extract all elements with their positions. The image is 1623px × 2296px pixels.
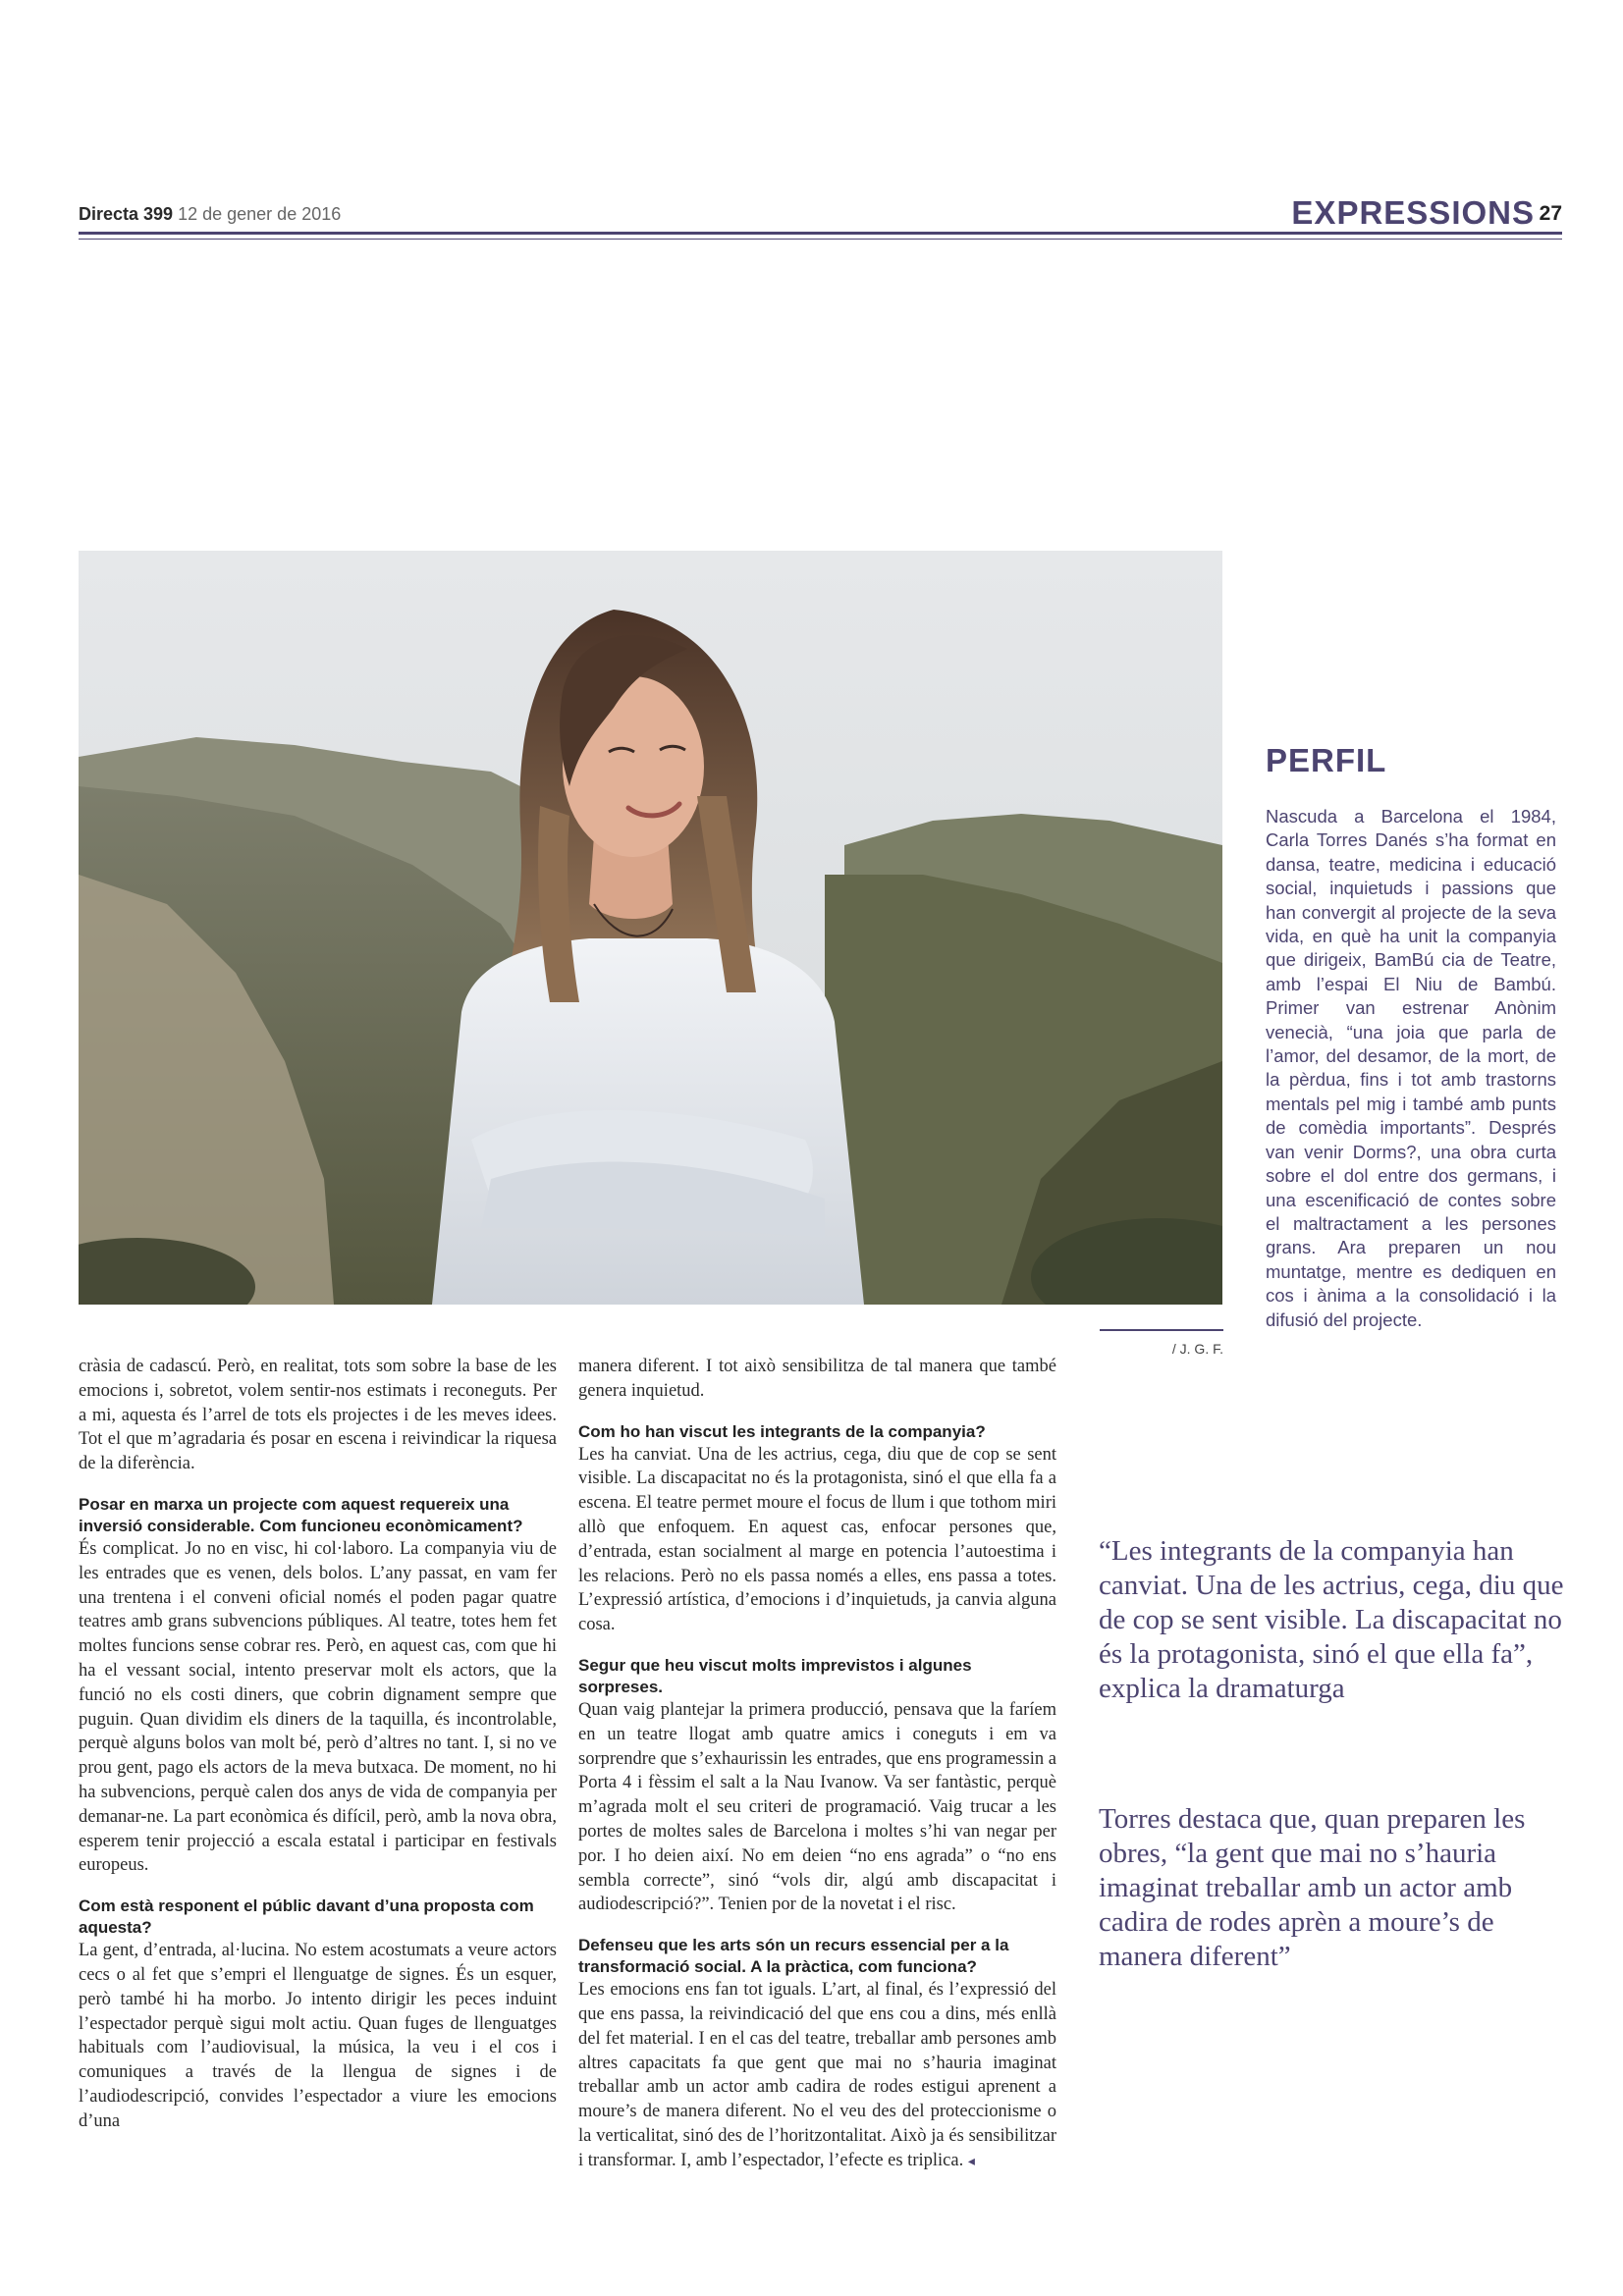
profile-title: PERFIL [1266, 742, 1387, 778]
page-header-left [79, 204, 341, 225]
article-column-2 [578, 1355, 1056, 2193]
answer-5-text: Les emocions ens fan tot iguals. L’art, al final, és l’expressió del que ens passa, la reivindicació del que ens cou a dins, més enllà del fet material. I en el cas del teatre, treballar amb persones amb altres capacitats fa que gent que mai no s’hauria imaginat treballar amb un actor amb cadira de rodes estigui aprenent a moure’s de manera diferent. No el veu des del proteccionisme o la verticalitat, sinó des de l’horitzontalitat. Això ja és sensibilitzar i transformar. I, amb l’espectador, l’efecte es triplica. [578, 1980, 1056, 2170]
end-mark-icon: ◂ [967, 2154, 975, 2169]
publication-name: Directa 399 [79, 204, 174, 224]
article-column-1 [79, 1355, 557, 2152]
column-1-intro: cràsia de cadascú. Però, en realitat, tots som sobre la base de les emocions i, sobretot, volem sentir-nos estimats i reconeguts. Per a mi, aquesta és l’arrel de tots els projectes i de les meves idees. Tot el que m’agradaria és posar en escena i reivindicar la riquesa de la diferència. [79, 1357, 557, 1474]
profile-text: Nascuda a Barcelona el 1984, Carla Torres Danés s’ha format en dansa, teatre, medicina i educació social, inquietuds i passions que han convergit al projecte de la seva vida, en què ha unit la companyia que dirigeix, BamBú cia de Teatre, amb l’espai El Niu de Bambú. Primer van estrenar Anònim venecià, “una joia que parla de l’amor, del desamor, de la mort, de la pèrdua, fins i tot amb trastorns mentals pel mig i també amb punts de comèdia importants”. Després van venir Dorms?, una obra curta sobre el dol entre dos germans, i una escenificació de contes sobre el maltractament a les persones grans. Ara preparen un nou muntatge, mentre es dediquen en cos i ànima a la consolidació i la difusió del projecte. [1266, 806, 1556, 1330]
column-2-intro: manera diferent. I tot això sensibilitza de tal manera que també genera inquietud. [578, 1357, 1056, 1401]
portrait-illustration [79, 551, 1222, 1305]
question-2: Com està responent el públic davant d’una proposta com aquesta? [79, 1896, 534, 1938]
section-title: EXPRESSIONS [1291, 194, 1535, 231]
answer-2: La gent, d’entrada, al·lucina. No estem acostumats a veure actors cecs o al fet que s’empri el llenguatge de signes. És un esquer, però també hi ha morbo. Jo intento dirigir les peces induint l’espectador perquè sigui molt actiu. Quan fuges de llenguatges habituals com l’audiovisual, la música, la veu i el cos i comuniques a través de la llengua de signes i de l’audiodescripció, convides l’espectador a viure les emocions d’una [79, 1941, 557, 2131]
portrait-photo [79, 551, 1222, 1305]
answer-3: Les ha canviat. Una de les actrius, cega, diu que de cop se sent visible. La discapacitat no és la protagonista, sinó el que ella fa a escena. El teatre permet moure el focus de llum i que tothom miri allò que enfoquem. En aquest cas, enfocar persones que, d’entrada, estan socialment al marge en potencia l’autoestima i les relacions. Però no els passa només a elles, ens passa a totes. L’expressió artística, d’emocions i d’inquietuds, ja canvia alguna cosa. [578, 1444, 1056, 1635]
answer-5 [578, 1978, 1056, 2174]
answer-1: És complicat. Jo no en visc, hi col·laboro. La companyia viu de les entrades que es venen, dels bolos. L’any passat, en vam fer una trentena i el conveni oficial només el poden pagar quatre teatres amb grans subvencions públiques. Al teatre, totes hem fet moltes funcions sense cobrar res. Però, en aquest cas, com que hi ha el vessant social, intento preservar molt els actors, que la funció no els costi diners, que cobrin dignament sempre que puguin. Quan dividim els diners de la taquilla, és incontrolable, perquè alguns bolos van molt bé, però d’altres no tant. I, si no ve prou gent, pago els actors de la meva butxaca. De moment, no hi ha subvencions, perquè calen dos anys de vida de companyia per demanar-ne. La part econòmica és difícil, però, amb la nova obra, esperem tenir projecció a escala estatal i participar en festivals europeus. [79, 1538, 557, 1876]
publication-date: 12 de gener de 2016 [178, 204, 342, 224]
question-4: Segur que heu viscut molts imprevistos i algunes sorpreses. [578, 1655, 972, 1696]
answer-4: Quan vaig plantejar la primera producció, pensava que la faríem en un teatre llogat amb quatre amics i coneguts i em va sorprendre que s’exhaurissin les entrades, que ens programessin a Porta 4 i fèssim el salt a la Nau Ivanow. Va ser fantàstic, perquè m’agrada molt el seu criteri de programació. Vaig trucar a les portes de moltes sales de Barcelona i moltes s’hi van negar per por. I ho deien així. No em deien “no ens agrada” o “no ens sembla correcte”, sinó “vols dir, algú amb discapacitat i audiodescripció?”. Tenien por de la novetat i el risc. [578, 1699, 1056, 1915]
page-number: 27 [1539, 202, 1562, 225]
header-rule-thin [79, 239, 1562, 240]
question-5: Defenseu que les arts són un recurs essencial per a la transformació social. A la pràctica, com funciona? [578, 1936, 1009, 1977]
pullquote-2: Torres destaca que, quan preparen les obres, “la gent que mai no s’hauria imaginat treballar amb un actor amb cadira de rodes aprèn a moure’s de manera diferent” [1099, 1803, 1526, 1972]
question-1: Posar en marxa un projecte com aquest requereix una inversió considerable. Com funcioneu econòmicament? [79, 1494, 523, 1535]
header-rule-thick [79, 232, 1562, 235]
pullquote-1: “Les integrants de la companyia han canviat. Una de les actrius, cega, diu que de cop se sent visible. La discapacitat no és la protagonista, sinó el que ella fa”, explica la dramaturga [1099, 1535, 1564, 1704]
question-3: Com ho han viscut les integrants de la companyia? [578, 1421, 986, 1441]
photo-credit: / J. G. F. [1100, 1329, 1223, 1357]
